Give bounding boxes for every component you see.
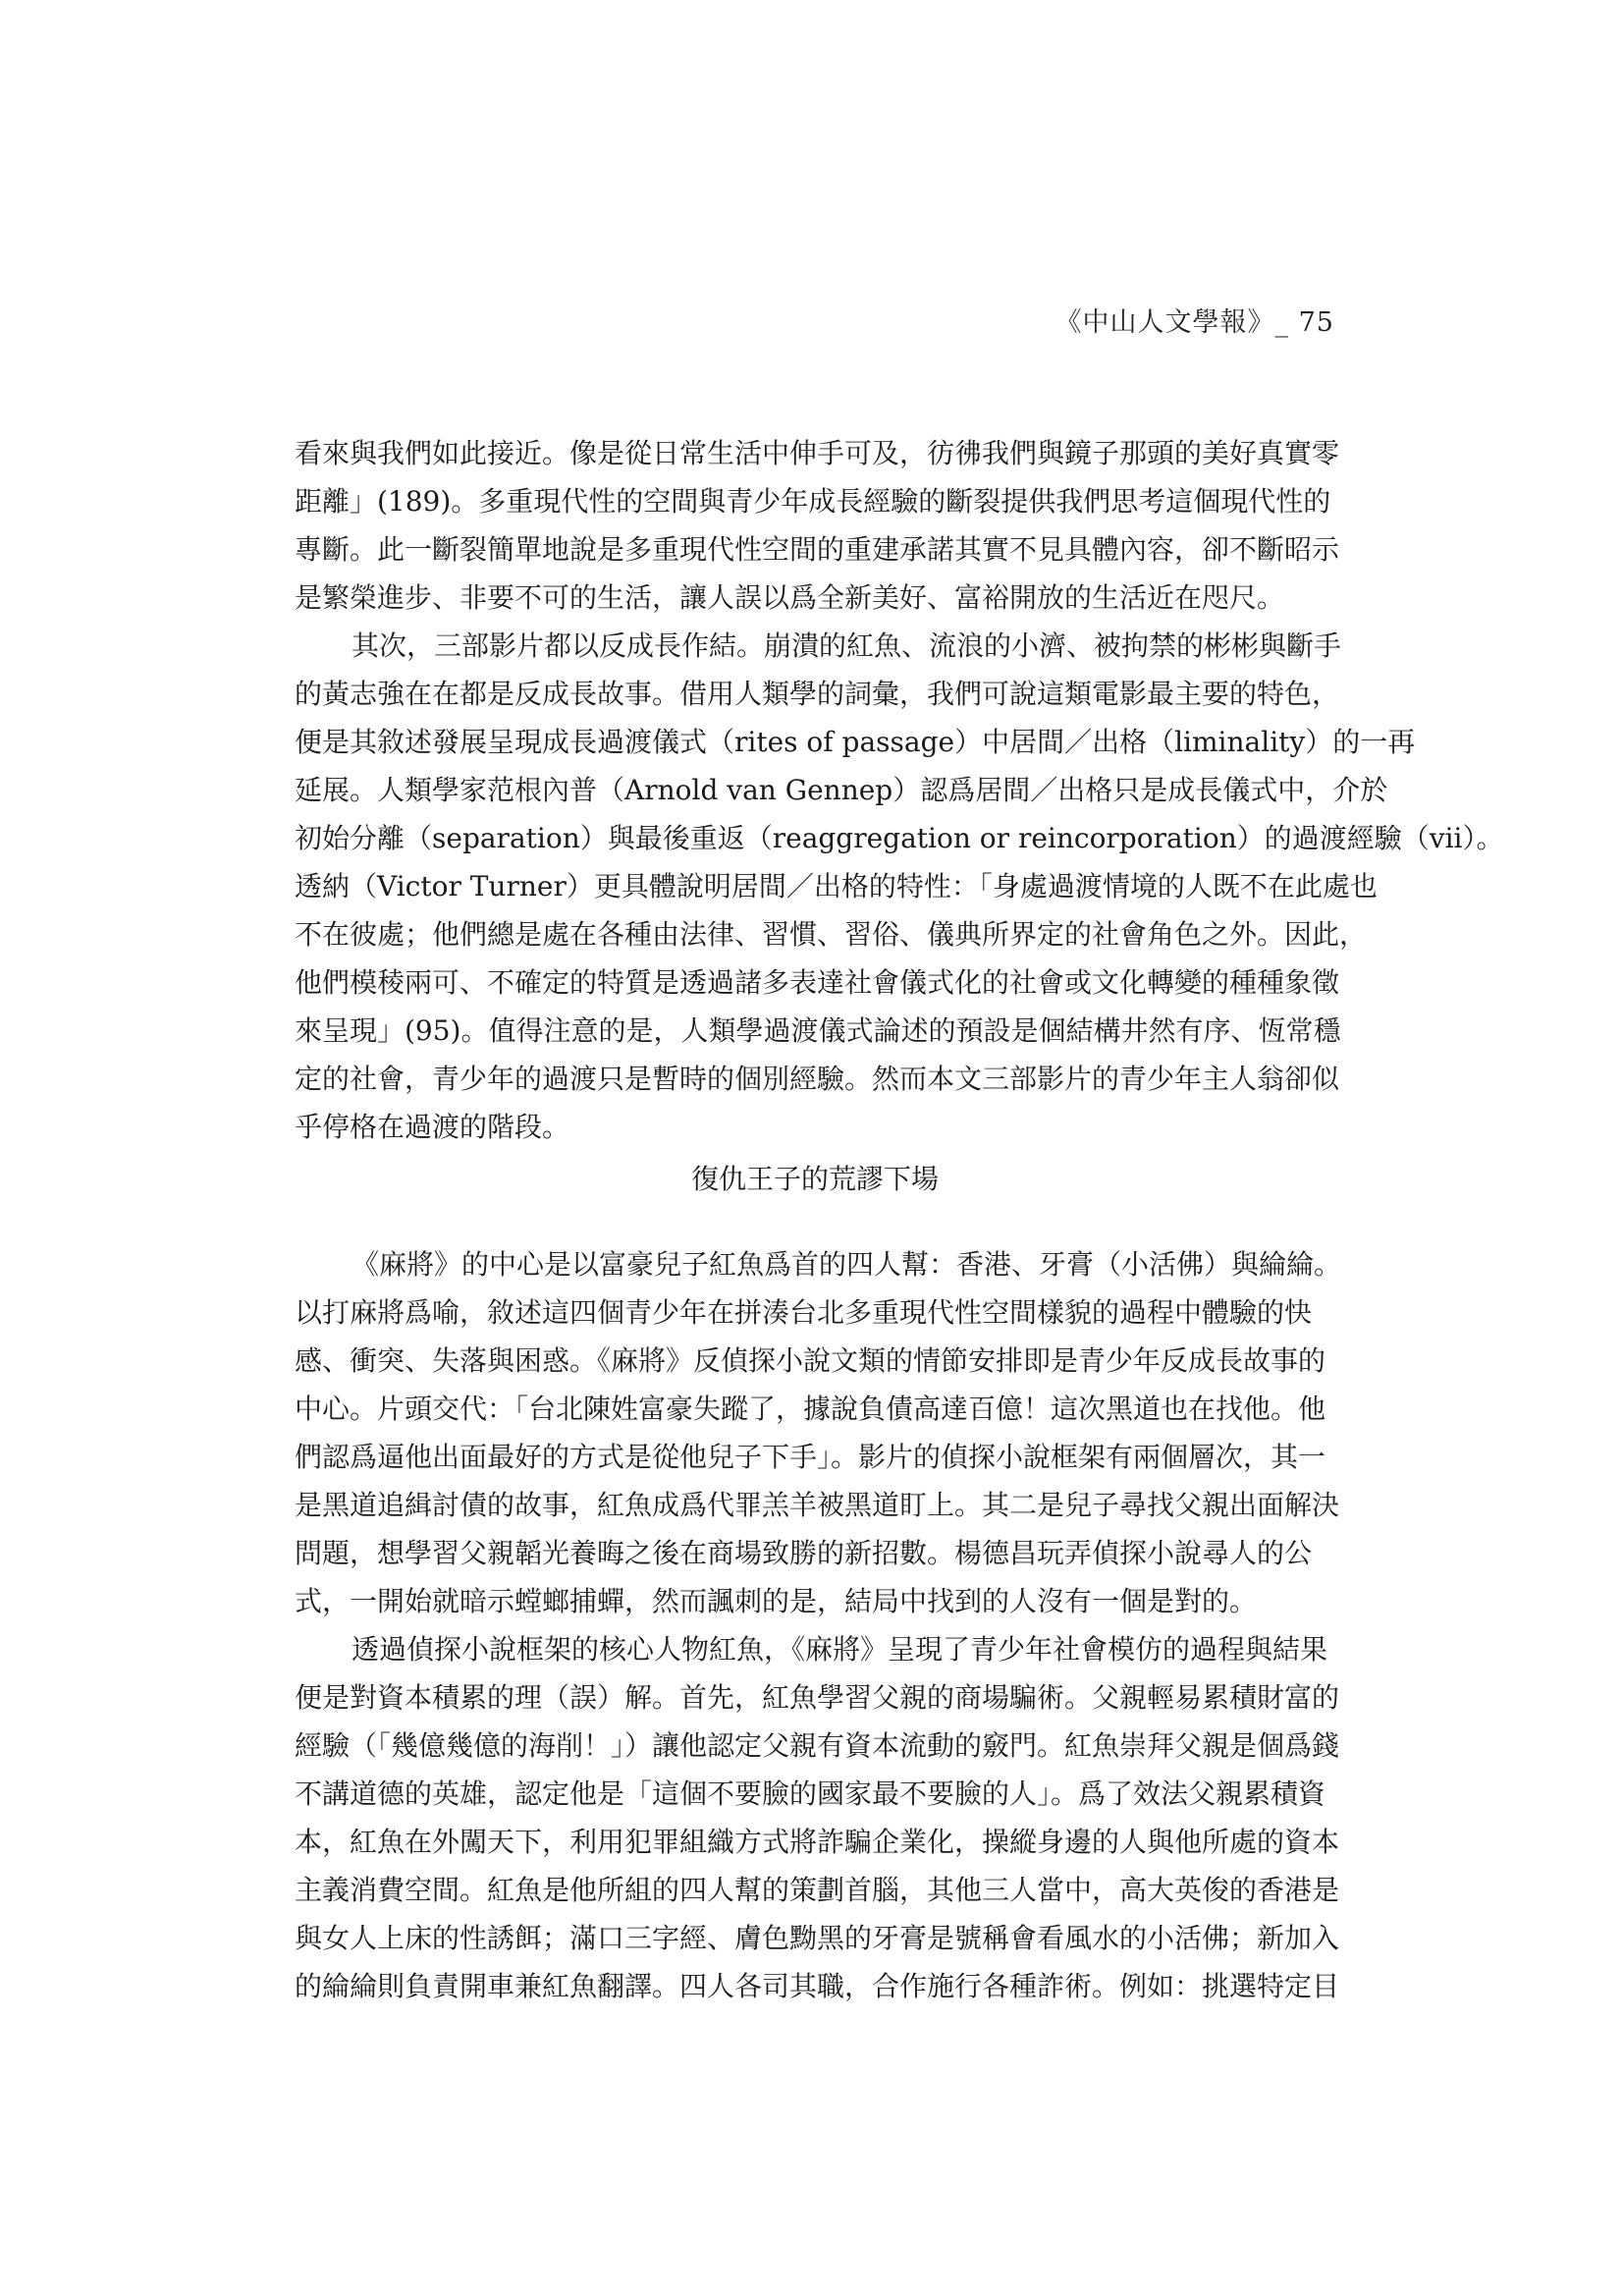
text-line: 中心。片頭交代：「台北陳姓富豪失蹤了，據說負債高達百億！這次黑道也在找他。他 bbox=[295, 1393, 1326, 1425]
text-line: 主義消費空間。紅魚是他所組的四人幫的策劃首腦，其他三人當中，高大英俊的香港是 bbox=[295, 1874, 1340, 1906]
text-line: 距離」(189)。多重現代性的空間與青少年成長經驗的斷裂提供我們思考這個現代性的 bbox=[295, 485, 1331, 518]
text-line: 定的社會，青少年的過渡只是暫時的個別經驗。然而本文三部影片的青少年主人翁卻似 bbox=[295, 1063, 1340, 1095]
body-text-section-1 bbox=[295, 429, 1504, 1151]
text-line: 是黑道追緝討債的故事，紅魚成爲代罪羔羊被黑道盯上。其二是兒子尋找父親出面解決 bbox=[295, 1489, 1340, 1521]
text-line: 的黃志強在在都是反成長故事。借用人類學的詞彙，我們可說這類電影最主要的特色， bbox=[295, 678, 1340, 710]
body-text-section-2 bbox=[295, 1240, 1342, 2010]
text-line: 透納（Victor Turner）更具體說明居間／出格的特性：「身處過渡情境的人既不在此處也 bbox=[295, 870, 1378, 902]
text-line: 以打麻將爲喻，敘述這四個青少年在拼湊台北多重現代性空間樣貌的過程中體驗的快 bbox=[295, 1296, 1313, 1329]
text-line: 與女人上床的性誘餌；滿口三字經、膚色黝黑的牙膏是號稱會看風水的小活佛；新加入 bbox=[295, 1922, 1340, 1954]
text-line: 問題，想學習父親韜光養晦之後在商場致勝的新招數。楊德昌玩弄偵探小說尋人的公 bbox=[295, 1537, 1313, 1569]
text-line: 便是對資本積累的理（誤）解。首先，紅魚學習父親的商場騙術。父親輕易累積財富的 bbox=[295, 1681, 1340, 1714]
text-line: 來呈現」(95)。值得注意的是，人類學過渡儀式論述的預設是個結構井然有序、恆常穩 bbox=[295, 1014, 1341, 1047]
running-header: 《中山人文學報》_ 75 bbox=[1054, 307, 1334, 338]
paragraph-first-line: 其次，三部影片都以反成長作結。崩潰的紅魚、流浪的小濟、被拘禁的彬彬與斷手 bbox=[351, 629, 1342, 662]
text-line: 感、衝突、失落與困惑。《麻將》反偵探小說文類的情節安排即是青少年反成長故事的 bbox=[295, 1344, 1326, 1377]
text-line: 不講道德的英雄，認定他是「這個不要臉的國家最不要臉的人」。爲了效法父親累積資 bbox=[295, 1777, 1326, 1810]
text-line: 延展。人類學家范根內普（Arnold van Gennep）認爲居間／出格只是成長儀式中，介於 bbox=[295, 774, 1388, 806]
text-line: 式，一開始就暗示螳螂捕蟬，然而諷刺的是，結局中找到的人沒有一個是對的。 bbox=[295, 1585, 1258, 1617]
text-line: 他們模稜兩可、不確定的特質是透過諸多表達社會儀式化的社會或文化轉變的種種象徵 bbox=[295, 966, 1340, 999]
text-line: 經驗（「幾億幾億的海削！」）讓他認定父親有資本流動的竅門。紅魚崇拜父親是個爲錢 bbox=[295, 1729, 1340, 1762]
text-line: 是繁榮進步、非要不可的生活，讓人誤以爲全新美好、富裕開放的生活近在咫尺。 bbox=[295, 581, 1285, 614]
text-line: 便是其敘述發展呈現成長過渡儀式（rites of passage）中居間／出格（liminality）的一再 bbox=[295, 726, 1416, 758]
text-line: 看來與我們如此接近。像是從日常生活中伸手可及，彷彿我們與鏡子那頭的美好真實零 bbox=[295, 437, 1340, 469]
paragraph-first-line: 透過偵探小說框架的核心人物紅魚，《麻將》呈現了青少年社會模仿的過程與結果 bbox=[351, 1633, 1328, 1666]
text-line: 們認爲逼他出面最好的方式是從他兒子下手」。影片的偵探小說框架有兩個層次，其一 bbox=[295, 1441, 1326, 1473]
text-line: 不在彼處；他們總是處在各種由法律、習慣、習俗、儀典所界定的社會角色之外。因此， bbox=[295, 918, 1368, 951]
text-line: 的綸綸則負責開車兼紅魚翻譯。四人各司其職，合作施行各種詐術。例如：挑選特定目 bbox=[295, 1970, 1340, 2002]
section-heading: 復仇王子的荒謬下場 bbox=[690, 1163, 939, 1195]
paragraph-first-line: 《麻將》的中心是以富豪兒子紅魚爲首的四人幫：香港、牙膏（小活佛）與綸綸。 bbox=[351, 1248, 1342, 1281]
text-line: 專斷。此一斷裂簡單地說是多重現代性空間的重建承諾其實不見具體內容，卻不斷昭示 bbox=[295, 533, 1340, 566]
text-line: 乎停格在過渡的階段。 bbox=[295, 1111, 570, 1143]
text-line: 初始分離（separation）與最後重返（reaggregation or reincorporation）的過渡經驗（vii）。 bbox=[295, 822, 1504, 854]
text-line: 本，紅魚在外闖天下，利用犯罪組織方式將詐騙企業化，操縱身邊的人與他所處的資本 bbox=[295, 1826, 1340, 1858]
